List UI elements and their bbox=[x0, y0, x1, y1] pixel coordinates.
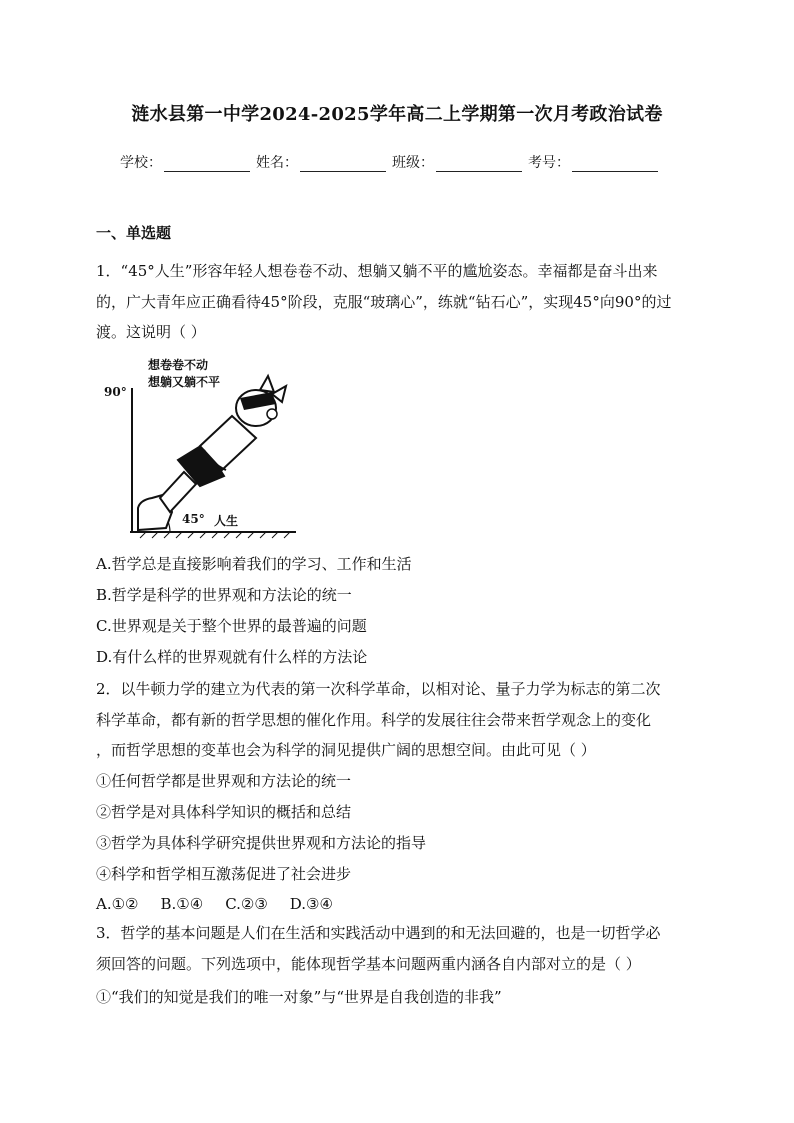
question-3 bbox=[96, 918, 702, 979]
exam-number-label: 考号： bbox=[528, 155, 570, 171]
exam-number-blank bbox=[572, 157, 658, 172]
q1-cartoon-figure bbox=[100, 352, 310, 542]
school-label: 学校： bbox=[120, 155, 162, 171]
q3-statement-1: ①“我们的知觉是我们的唯一对象”与“世界是自我创造的非我” bbox=[96, 988, 502, 1006]
class-field bbox=[392, 152, 524, 172]
q2-statement-1: ①任何哲学都是世界观和方法论的统一 bbox=[96, 772, 352, 790]
q1-option-c: C.世界观是关于整个世界的最普遍的问题 bbox=[96, 617, 367, 635]
name-field bbox=[256, 152, 388, 172]
school-field bbox=[120, 152, 252, 172]
q2-statement-2: ②哲学是对具体科学知识的概括和总结 bbox=[96, 803, 352, 821]
school-blank bbox=[164, 157, 250, 172]
name-blank bbox=[300, 157, 386, 172]
figure-caption-line-2: 想躺又躺不平 bbox=[148, 375, 221, 389]
q2-choice-c: C.②③ bbox=[225, 895, 268, 913]
q1-line-3: 渡。这说明（ ） bbox=[96, 323, 206, 341]
figure-label-90: 90° bbox=[104, 385, 127, 399]
student-info-row bbox=[120, 152, 680, 172]
exam-title: 涟水县第一中学2024-2025学年高二上学期第一次月考政治试卷 bbox=[131, 104, 663, 125]
question-2 bbox=[96, 674, 702, 766]
q2-line-2: 科学革命，都有新的哲学思想的催化作用。科学的发展往往会带来哲学观念上的变化 bbox=[96, 710, 652, 729]
class-blank bbox=[436, 157, 522, 172]
figure-label-life: 人生 bbox=[214, 514, 239, 528]
q1-option-d: D.有什么样的世界观就有什么样的方法论 bbox=[96, 648, 368, 666]
q1-option-b: B.哲学是科学的世界观和方法论的统一 bbox=[96, 586, 352, 604]
q1-line-2: 的，广大青年应正确看待45°阶段，克服“玻璃心”，练就“钻石心”，实现45°向90°的过 bbox=[96, 292, 672, 311]
q2-choice-b: B.①④ bbox=[160, 895, 204, 913]
name-label: 姓名： bbox=[256, 155, 298, 171]
q1-line-1: 1．“45°人生”形容年轻人想卷卷不动、想躺又躺不平的尴尬姿态。幸福都是奋斗出来 bbox=[96, 262, 658, 280]
q2-line-1: 2．以牛顿力学的建立为代表的第一次科学革命，以相对论、量子力学为标志的第二次 bbox=[96, 680, 661, 698]
q2-choice-d: D.③④ bbox=[289, 895, 333, 913]
q2-statement-4: ④科学和哲学相互激荡促进了社会进步 bbox=[96, 865, 352, 883]
figure-caption-line-1: 想卷卷不动 bbox=[148, 358, 209, 372]
question-1 bbox=[96, 256, 702, 348]
section-heading: 一、单选题 bbox=[96, 224, 172, 242]
q2-line-3: ，而哲学思想的变革也会为科学的洞见提供广阔的思想空间。由此可见（ ） bbox=[96, 741, 596, 759]
figure-label-45: 45° bbox=[182, 512, 205, 526]
q1-option-a: A.哲学总是直接影响着我们的学习、工作和生活 bbox=[96, 555, 412, 573]
q2-choices bbox=[96, 895, 333, 913]
leaning-person-illustration bbox=[100, 352, 310, 542]
q2-choice-a: A.①② bbox=[96, 895, 139, 913]
exam-number-field bbox=[528, 152, 660, 172]
class-label: 班级： bbox=[392, 155, 434, 171]
q2-statement-3: ③哲学为具体科学研究提供世界观和方法论的指导 bbox=[96, 834, 427, 852]
q3-line-1: 3．哲学的基本问题是人们在生活和实践活动中遇到的和无法回避的，也是一切哲学必 bbox=[96, 924, 661, 942]
q3-line-2: 须回答的问题。下列选项中，能体现哲学基本问题两重内涵各自内部对立的是（ ） bbox=[96, 954, 641, 973]
